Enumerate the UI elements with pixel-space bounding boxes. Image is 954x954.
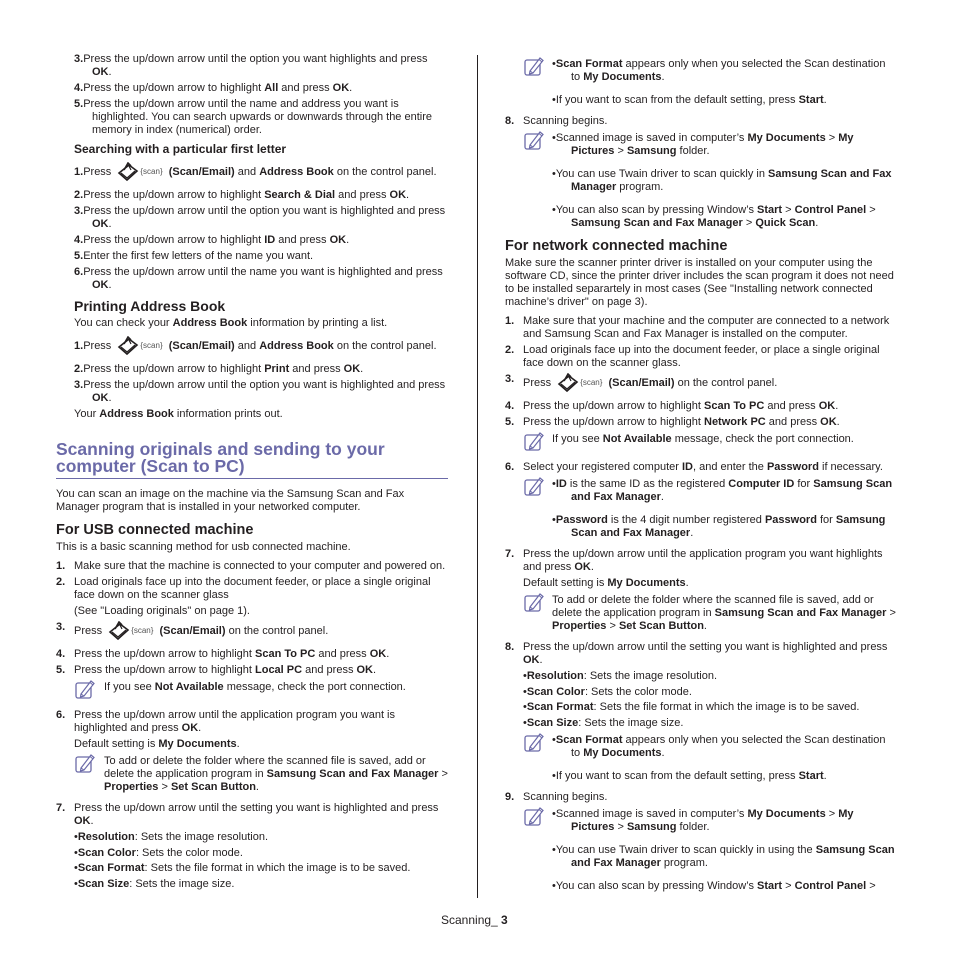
step-number: 4. (74, 234, 84, 246)
bullet-item (505, 686, 897, 699)
text: Press the up/down arrow to highlight All and press OK. (83, 82, 353, 94)
page-footer (441, 914, 508, 927)
text: Press the up/down arrow to highlight Scan To PC and press OK. (74, 648, 390, 660)
step-number: 7. (505, 548, 515, 560)
text: Select your registered computer ID, and enter the Password if necessary. (523, 461, 883, 473)
step-number: 7. (56, 802, 66, 814)
step-detail (56, 738, 448, 751)
paragraph (56, 317, 448, 330)
text: Press {scan} (Scan/Email) and Address Book on the control panel. (83, 340, 436, 352)
step-item (56, 82, 448, 95)
step-item (505, 315, 897, 341)
text: Press the up/down arrow until the application program you want highlights and press OK. (523, 548, 883, 573)
scan-email-token: {scan} (140, 167, 163, 176)
text: •Scan Size: Sets the image size. (74, 877, 235, 890)
column-divider (477, 55, 478, 898)
note-line: To add or delete the folder where the scanned file is saved, add or delete the application program in Samsung Scan and Fax Manager > Properties > Set Scan Button. (552, 594, 896, 632)
text: Press the up/down arrow to highlight Scan To PC and press OK. (523, 400, 839, 412)
note-line: •You can also scan by pressing Window’s Start > Control Panel > Samsung Scan and Fax Manager > Quick Scan. (552, 204, 876, 229)
step-item (56, 621, 448, 645)
note-pencil-icon (523, 56, 545, 82)
text: Load originals face up into the document feeder, or place a single original face down on the scanner glass (74, 576, 431, 601)
step-detail (505, 577, 897, 590)
note-box (56, 755, 448, 794)
right-column (505, 54, 897, 901)
section-heading (505, 238, 897, 254)
text: Your Address Book information prints out. (74, 408, 283, 420)
text: Press the up/down arrow until the setting you want is highlighted and press OK. (74, 802, 439, 827)
text: This is a basic scanning method for usb connected machine. (56, 541, 351, 553)
note-pencil-icon (74, 679, 96, 705)
text: Make sure the scanner printer driver is installed on your computer using the software CD, since the printer driver includes the scan program it does not need to be installed separartely in most cases (See "Installing network connected machine’s driver" on page 3). (505, 257, 894, 308)
step-number: 8. (505, 641, 515, 653)
step-number: 3. (74, 205, 84, 217)
step-number: 5. (74, 98, 84, 110)
step-number: 1. (505, 315, 515, 327)
step-number: 3. (505, 373, 515, 385)
note-line: •Scanned image is saved in computer’s My Documents > My Pictures > Samsung folder. (552, 132, 854, 157)
step-number: 4. (74, 82, 84, 94)
text: Press the up/down arrow until the setting you want is highlighted and press OK. (523, 641, 888, 666)
text: For network connected machine (505, 238, 728, 254)
step-number: 9. (505, 790, 515, 803)
note-pencil-icon (523, 592, 545, 618)
note-box (505, 734, 897, 783)
note-box (505, 808, 897, 893)
note-pencil-icon (523, 476, 545, 502)
text: Press the up/down arrow to highlight Local PC and press OK. (74, 664, 377, 676)
note-box (505, 433, 897, 453)
scan-email-token: {scan} (131, 626, 154, 635)
step-number: 2. (505, 344, 515, 356)
text: Make sure that your machine and the computer are connected to a network and Samsung Scan and Fax Manager is installed on the computer. (523, 315, 890, 340)
step-item (505, 400, 897, 413)
step-item (505, 791, 897, 804)
text: Press {scan} (Scan/Email) on the control panel. (523, 377, 777, 389)
left-column (56, 53, 448, 893)
step-item (505, 641, 897, 667)
step-item (56, 189, 448, 202)
text: Press the up/down arrow until the name you want is highlighted and press OK. (83, 266, 443, 291)
note-line: •Password is the 4 digit number registered Password for Samsung Scan and Fax Manager. (552, 514, 886, 539)
note-line: •You can also scan by pressing Window’s Start > Control Panel > (552, 879, 876, 892)
paragraph (56, 408, 448, 421)
text: Searching with a particular first letter (74, 142, 287, 156)
note-pencil-icon (523, 732, 545, 758)
bullet-item (56, 831, 448, 844)
step-number: 6. (505, 461, 515, 473)
step-item (56, 234, 448, 247)
step-number: 3. (56, 621, 66, 633)
note-pencil-icon (74, 753, 96, 779)
bullet-item (56, 862, 448, 875)
text: Default setting is My Documents. (74, 738, 240, 750)
note-line: •Scan Format appears only when you selected the Scan destination to My Documents. (552, 733, 886, 759)
step-item (56, 53, 448, 79)
scan-email-token: {scan} (580, 378, 603, 387)
note-box (56, 681, 448, 701)
text: For USB connected machine (56, 522, 254, 538)
note-line: •Scanned image is saved in computer’s My Documents > My Pictures > Samsung folder. (552, 807, 854, 833)
step-detail (56, 605, 448, 618)
text: Press the up/down arrow until the option you want is highlighted and press OK. (83, 379, 446, 404)
text: Press {scan} (Scan/Email) and Address Book on the control panel. (83, 166, 436, 178)
step-item (505, 373, 897, 397)
text: •Scan Size: Sets the image size. (523, 716, 684, 729)
note-line: •If you want to scan from the default setting, press Start. (552, 769, 827, 782)
scan-email-icon (557, 373, 579, 397)
note-pencil-icon (523, 806, 545, 832)
text: Enter the first few letters of the name you want. (83, 250, 314, 262)
step-number: 2. (74, 363, 84, 375)
text: •Scan Format: Sets the file format in which the image is to be saved. (74, 862, 411, 874)
bullet-item (56, 878, 448, 891)
text: You can scan an image on the machine via the Samsung Scan and Fax Manager program that is installed in your networked computer. (56, 488, 405, 513)
step-number: 5. (505, 416, 515, 428)
step-number: 2. (74, 189, 84, 201)
step-item (56, 560, 448, 573)
step-item (505, 115, 897, 128)
step-item (56, 709, 448, 735)
text: Press the up/down arrow until the name and address you want is highlighted. You can search upwards or downwards through the entire memory in index (numerical) order. (83, 98, 433, 136)
step-item (505, 461, 897, 474)
step-number: 4. (505, 400, 515, 412)
text: Press the up/down arrow to highlight Search & Dial and press OK. (83, 189, 410, 201)
bullet-item (56, 847, 448, 860)
step-item (56, 648, 448, 661)
step-item (56, 664, 448, 677)
text: •Scan Color: Sets the color mode. (74, 846, 243, 859)
text: Default setting is My Documents. (523, 577, 689, 589)
text: You can check your Address Book information by printing a list. (74, 317, 388, 329)
note-line: To add or delete the folder where the scanned file is saved, add or delete the application program in Samsung Scan and Fax Manager > Properties > Set Scan Button. (104, 755, 448, 793)
text: Scanning begins. (523, 790, 608, 803)
step-number: 5. (74, 250, 84, 262)
step-number: 1. (74, 340, 84, 352)
scan-email-icon (117, 336, 139, 360)
text: Press the up/down arrow to highlight Print and press OK. (83, 363, 364, 375)
step-item (505, 344, 897, 370)
text: Make sure that the machine is connected to your computer and powered on. (74, 560, 446, 572)
bullet-item (505, 701, 897, 714)
note-pencil-icon (523, 130, 545, 156)
text: Press {scan} (Scan/Email) on the control panel. (74, 625, 328, 637)
text: •Resolution: Sets the image resolution. (74, 831, 268, 843)
text: Load originals face up into the document feeder, or place a single original face down on the scanner glass. (523, 344, 880, 369)
paragraph (505, 257, 897, 309)
step-item (56, 363, 448, 376)
step-number: 8. (505, 115, 515, 127)
text: Scanning originals and sending to your computer (Scan to PC) (56, 439, 385, 476)
step-item (56, 576, 448, 602)
step-number: 1. (74, 166, 84, 178)
text: Press the up/down arrow to highlight Network PC and press OK. (523, 416, 840, 428)
text: Press the up/down arrow to highlight ID and press OK. (83, 234, 350, 246)
scan-email-icon (108, 621, 130, 645)
step-item (505, 548, 897, 574)
scan-email-icon (117, 162, 139, 186)
text: Press the up/down arrow until the application program you want is highlighted and press OK. (74, 709, 396, 734)
scan-email-token: {scan} (140, 341, 163, 350)
note-box (505, 58, 897, 107)
note-box (505, 594, 897, 633)
step-item (56, 802, 448, 828)
note-pencil-icon (523, 431, 545, 457)
note-line: •You can use Twain driver to scan quickly in Samsung Scan and Fax Manager program. (552, 168, 892, 193)
step-item (56, 336, 448, 360)
text: Press the up/down arrow until the option you want highlights and press OK. (83, 53, 428, 78)
note-line: •ID is the same ID as the registered Computer ID for Samsung Scan and Fax Manager. (552, 478, 893, 503)
step-number: 5. (56, 664, 66, 676)
section-heading (56, 298, 448, 314)
step-number: 3. (74, 379, 84, 391)
page-number: 3 (501, 913, 508, 927)
bullet-item (505, 670, 897, 683)
step-item (56, 266, 448, 292)
step-item (56, 379, 448, 405)
text: (See "Loading originals" on page 1). (74, 605, 250, 617)
step-number: 6. (74, 266, 84, 278)
footer-section: Scanning_ (441, 913, 502, 927)
note-box (505, 132, 897, 230)
step-item (56, 250, 448, 263)
paragraph (56, 488, 448, 514)
bullet-item (505, 717, 897, 730)
paragraph (56, 541, 448, 554)
note-box (505, 478, 897, 540)
step-item (56, 162, 448, 186)
text: Scanning begins. (523, 115, 608, 127)
text: Printing Address Book (74, 298, 226, 314)
step-number: 3. (74, 53, 84, 65)
text: •Scan Format: Sets the file format in which the image is to be saved. (523, 701, 860, 713)
note-line: •If you want to scan from the default setting, press Start. (552, 94, 827, 106)
step-item (56, 98, 448, 137)
text: •Scan Color: Sets the color mode. (523, 685, 692, 698)
note-line: •You can use Twain driver to scan quickly in using the Samsung Scan and Fax Manager program. (552, 843, 895, 869)
note-line: If you see Not Available message, check the port connection. (552, 433, 854, 445)
note-line: If you see Not Available message, check the port connection. (104, 681, 406, 693)
chapter-heading (56, 441, 448, 479)
step-number: 4. (56, 648, 66, 660)
step-number: 6. (56, 709, 66, 721)
step-number: 2. (56, 576, 66, 588)
step-number: 1. (56, 560, 66, 572)
step-item (505, 416, 897, 429)
section-heading (56, 522, 448, 538)
text: •Resolution: Sets the image resolution. (523, 670, 717, 682)
subheading (56, 143, 448, 156)
step-item (56, 205, 448, 231)
note-line: •Scan Format appears only when you selected the Scan destination to My Documents. (552, 58, 886, 83)
text: Press the up/down arrow until the option you want is highlighted and press OK. (83, 205, 446, 230)
